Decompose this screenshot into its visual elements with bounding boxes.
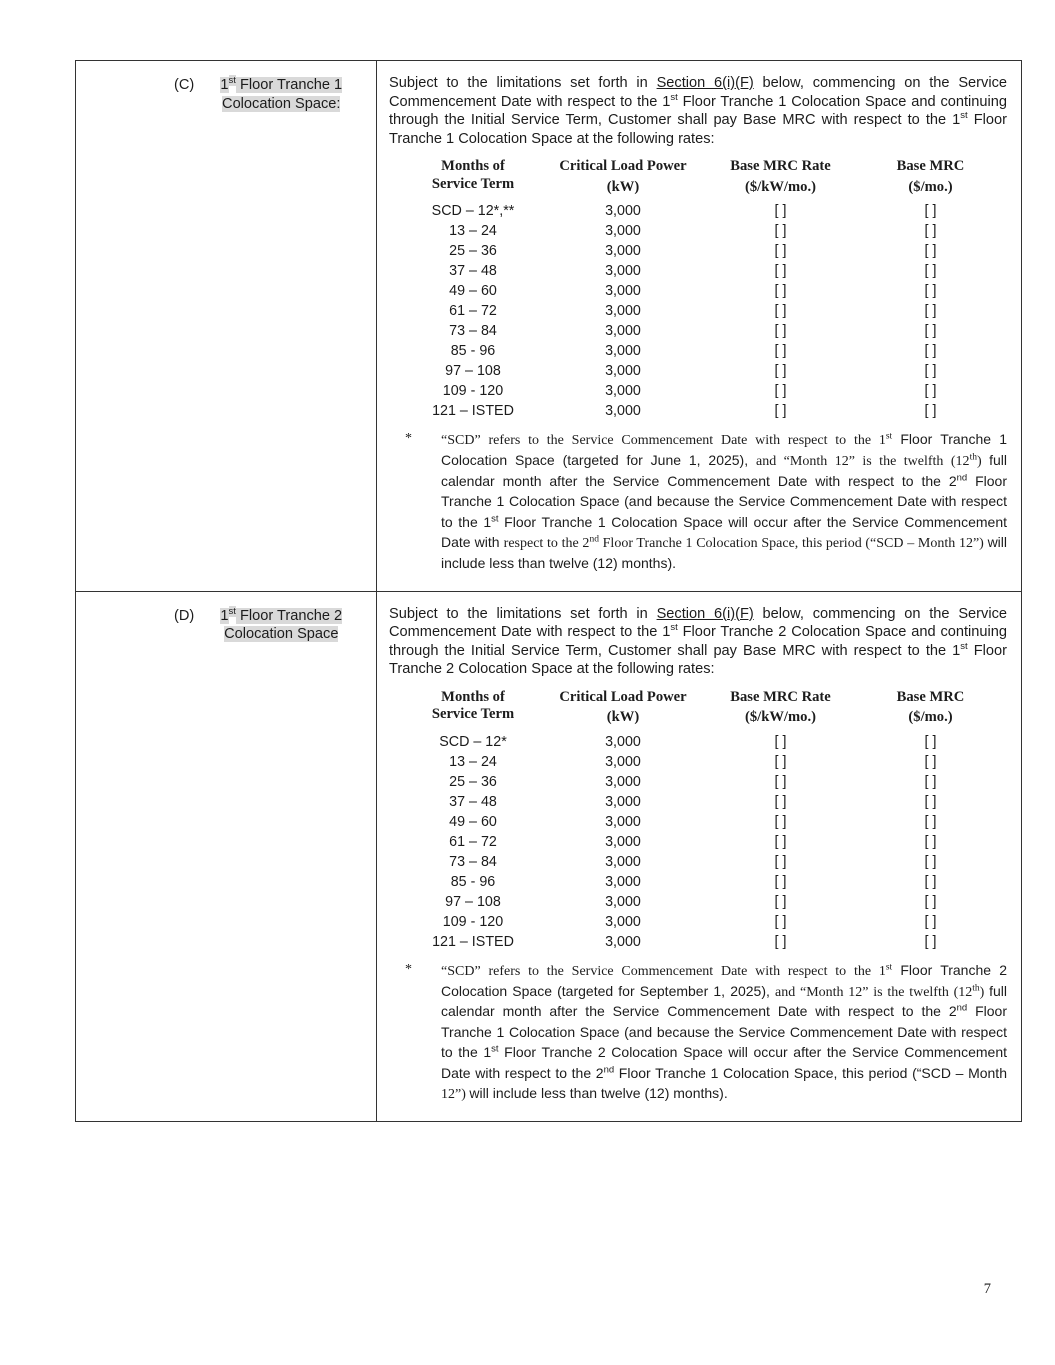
rate-table-head: [403, 689, 1003, 732]
rate-row: [403, 772, 1003, 792]
rate-cell: [ ]: [774, 243, 787, 260]
rate-cell: [ ]: [774, 773, 787, 790]
rate-row: [403, 852, 1003, 872]
rate-cell: [ ]: [924, 813, 937, 830]
rate-cell: 13 – 24: [449, 753, 497, 770]
rate-cell: 3,000: [605, 243, 641, 260]
rate-cell: [ ]: [774, 363, 787, 380]
header-line: Service Term: [431, 706, 515, 723]
rate-row: [403, 241, 1003, 261]
rate-cell: [ ]: [774, 833, 787, 850]
rate-row: [403, 301, 1003, 321]
rate-cell: [ ]: [774, 893, 787, 910]
rate-table-header-row: [403, 689, 1003, 732]
rate-cell: SCD – 12*,**: [431, 203, 515, 220]
rate-cell: 3,000: [605, 873, 641, 890]
rate-cell: 61 – 72: [449, 303, 497, 320]
rate-cell: 109 - 120: [442, 383, 504, 400]
col-header-critical-load: [543, 689, 703, 732]
rate-cell: 49 – 60: [449, 813, 497, 830]
rate-row: [403, 401, 1003, 421]
rate-cell: [ ]: [774, 283, 787, 300]
rate-cell: 85 - 96: [450, 873, 496, 890]
rate-cell: 85 - 96: [450, 343, 496, 360]
rate-cell: 3,000: [605, 813, 641, 830]
rate-table-head: [403, 158, 1003, 201]
rate-row: [403, 201, 1003, 221]
col-header-mrc-rate: [703, 158, 858, 201]
rate-cell: 3,000: [605, 223, 641, 240]
section-label-cell: [76, 61, 377, 591]
rate-cell: [ ]: [774, 753, 787, 770]
header-line: (kW): [606, 709, 640, 726]
rate-cell: 3,000: [605, 893, 641, 910]
rate-cell: [ ]: [774, 263, 787, 280]
rate-cell: 3,000: [605, 203, 641, 220]
rate-cell: 3,000: [605, 263, 641, 280]
rate-cell: [ ]: [774, 323, 787, 340]
section-row-c: [76, 61, 1021, 591]
header-line: Base MRC: [896, 158, 965, 175]
rate-cell: 3,000: [605, 773, 641, 790]
rate-cell: [ ]: [774, 813, 787, 830]
header-line: ($/mo.): [908, 178, 953, 195]
rate-cell: [ ]: [924, 933, 937, 950]
rate-cell: [ ]: [924, 773, 937, 790]
rate-cell: [ ]: [924, 343, 937, 360]
header-line: Critical Load Power: [559, 158, 687, 175]
page-number: 7: [983, 1281, 991, 1297]
rate-cell: 3,000: [605, 793, 641, 810]
rate-row: [403, 872, 1003, 892]
rate-row: [403, 832, 1003, 852]
footnote-text: “SCD” refers to the Service Commencement Date with respect to the 1st Floor Tranche 1 Colocation Space (targeted for June 1, 2025), and “Month 12” is the twelfth (12th) full calendar month after the Service Commencement Date with respect to the 2nd Floor Tranche 1 Colocation Space (and because the Service Commencement Date with respect to the 1st Floor Tranche 1 Colocation Space will occur after the Service Commencement Date with respect to the 2nd Floor Tranche 1 Colocation Space, this period (“SCD – Month 12”) will include less than twelve (12) months).: [441, 431, 1008, 571]
rate-cell: [ ]: [924, 223, 937, 240]
rate-row: [403, 341, 1003, 361]
rate-cell: 3,000: [605, 853, 641, 870]
rate-row: [403, 732, 1003, 752]
header-line: Base MRC: [896, 688, 965, 705]
rate-cell: [ ]: [774, 203, 787, 220]
rate-cell: [ ]: [924, 403, 937, 420]
rate-cell: 3,000: [605, 363, 641, 380]
rate-row: [403, 792, 1003, 812]
rate-cell: 109 - 120: [442, 913, 504, 930]
rate-cell: [ ]: [774, 873, 787, 890]
rate-cell: 121 – ISTED: [432, 933, 514, 950]
col-header-critical-load: [543, 158, 703, 201]
rate-row: [403, 812, 1003, 832]
rate-cell: [ ]: [924, 753, 937, 770]
rate-cell: 97 – 108: [445, 893, 501, 910]
rate-cell: 3,000: [605, 753, 641, 770]
rate-cell: 3,000: [605, 383, 641, 400]
rate-cell: 3,000: [605, 283, 641, 300]
col-header-months: [403, 689, 543, 732]
rate-cell: 121 – ISTED: [432, 403, 514, 420]
rate-cell: [ ]: [774, 223, 787, 240]
section-label: 1st Floor Tranche 1 Colocation Space:: [220, 75, 343, 112]
rate-cell: 3,000: [605, 933, 641, 950]
footnote-text: “SCD” refers to the Service Commencement Date with respect to the 1st Floor Tranche 2 Colocation Space (targeted for September 1, 2025), and “Month 12” is the twelfth (12th) full calendar month after the Service Commencement Date with respect to the 2nd Floor Tranche 1 Colocation Space (and because the Service Commencement Date with respect to the 1st Floor Tranche 2 Colocation Space will occur after the Service Commencement Date with respect to the 2nd Floor Tranche 1 Colocation Space, this period (“SCD – Month 12”) will include less than twelve (12) months).: [441, 961, 1008, 1103]
rate-cell: [ ]: [774, 913, 787, 930]
rate-cell: [ ]: [924, 833, 937, 850]
header-line: Base MRC Rate: [730, 688, 831, 705]
rate-table: [403, 158, 1003, 421]
rate-cell: 37 – 48: [449, 263, 497, 280]
section-content: [377, 592, 1021, 1122]
header-line: ($/kW/mo.): [745, 709, 816, 726]
section-intro: Subject to the limitations set forth in Section 6(i)(F) below, commencing on the Service Commencement Date with respect to the 1st Floor Tranche 1 Colocation Space and continuing through the Initial Service Term, Customer shall pay Base MRC with respect to the 1st Floor Tranche 1 Colocation Space at the following rates:: [389, 75, 1007, 147]
rate-cell: [ ]: [774, 853, 787, 870]
rate-cell: [ ]: [924, 853, 937, 870]
rate-cell: 25 – 36: [449, 243, 497, 260]
header-line: Months of: [441, 688, 505, 705]
rate-cell: 3,000: [605, 913, 641, 930]
header-line: ($/mo.): [908, 709, 953, 726]
rate-row: [403, 752, 1003, 772]
rate-cell: 49 – 60: [449, 283, 497, 300]
footnote: [405, 430, 1007, 574]
col-header-months: [403, 158, 543, 201]
rate-row: [403, 912, 1003, 932]
rate-cell: 3,000: [605, 303, 641, 320]
rate-row: [403, 932, 1003, 952]
rate-cell: [ ]: [924, 793, 937, 810]
rate-cell: 3,000: [605, 403, 641, 420]
section-intro: Subject to the limitations set forth in Section 6(i)(F) below, commencing on the Service Commencement Date with respect to the 1st Floor Tranche 2 Colocation Space and continuing through the Initial Service Term, Customer shall pay Base MRC with respect to the 1st Floor Tranche 2 Colocation Space at the following rates:: [389, 605, 1007, 678]
rate-row: [403, 261, 1003, 281]
footnote-marker: *: [405, 961, 412, 977]
section-label-cell: [76, 592, 377, 1122]
rate-row: [403, 361, 1003, 381]
footnote-marker: *: [405, 431, 412, 447]
rate-table-body: [403, 732, 1003, 952]
col-header-base-mrc: [858, 158, 1003, 201]
header-line: (kW): [606, 178, 640, 195]
rate-cell: SCD – 12*: [439, 733, 507, 750]
rate-cell: 61 – 72: [449, 833, 497, 850]
rate-table: [403, 689, 1003, 952]
rate-cell: 97 – 108: [445, 363, 501, 380]
rate-cell: [ ]: [924, 283, 937, 300]
rate-cell: [ ]: [924, 263, 937, 280]
rate-cell: 73 – 84: [449, 853, 497, 870]
rate-cell: [ ]: [924, 243, 937, 260]
rate-cell: 73 – 84: [449, 323, 497, 340]
rate-cell: 3,000: [605, 323, 641, 340]
rate-cell: [ ]: [924, 893, 937, 910]
section-label: 1st Floor Tranche 2 Colocation Space: [220, 605, 343, 643]
rate-cell: [ ]: [924, 303, 937, 320]
rate-cell: [ ]: [924, 363, 937, 380]
col-header-mrc-rate: [703, 689, 858, 732]
rate-cell: [ ]: [774, 303, 787, 320]
col-header-base-mrc: [858, 689, 1003, 732]
section-letter: (C): [174, 77, 195, 93]
contract-table: [75, 60, 1022, 1122]
header-line: Service Term: [431, 175, 515, 192]
header-line: Months of: [441, 158, 505, 175]
rate-cell: [ ]: [924, 733, 937, 750]
rate-row: [403, 321, 1003, 341]
rate-cell: 3,000: [605, 733, 641, 750]
rate-cell: 25 – 36: [449, 773, 497, 790]
section-letter: (D): [174, 607, 195, 624]
rate-cell: [ ]: [774, 403, 787, 420]
footnote: [405, 961, 1007, 1105]
header-line: Critical Load Power: [559, 688, 687, 705]
rate-cell: [ ]: [774, 793, 787, 810]
rate-table-header-row: [403, 158, 1003, 201]
rate-table-body: [403, 201, 1003, 421]
header-line: Base MRC Rate: [730, 158, 831, 175]
section-row-d: [76, 591, 1021, 1122]
rate-cell: [ ]: [924, 913, 937, 930]
rate-cell: 3,000: [605, 343, 641, 360]
rate-cell: 37 – 48: [449, 793, 497, 810]
rate-cell: [ ]: [924, 383, 937, 400]
rate-cell: [ ]: [774, 343, 787, 360]
rate-row: [403, 381, 1003, 401]
rate-cell: [ ]: [924, 873, 937, 890]
rate-cell: [ ]: [774, 933, 787, 950]
header-line: ($/kW/mo.): [745, 178, 816, 195]
rate-cell: [ ]: [924, 323, 937, 340]
rate-cell: 13 – 24: [449, 223, 497, 240]
rate-cell: [ ]: [924, 203, 937, 220]
rate-row: [403, 281, 1003, 301]
rate-cell: [ ]: [774, 733, 787, 750]
rate-cell: 3,000: [605, 833, 641, 850]
rate-row: [403, 221, 1003, 241]
rate-cell: [ ]: [774, 383, 787, 400]
section-content: [377, 61, 1021, 591]
rate-row: [403, 892, 1003, 912]
